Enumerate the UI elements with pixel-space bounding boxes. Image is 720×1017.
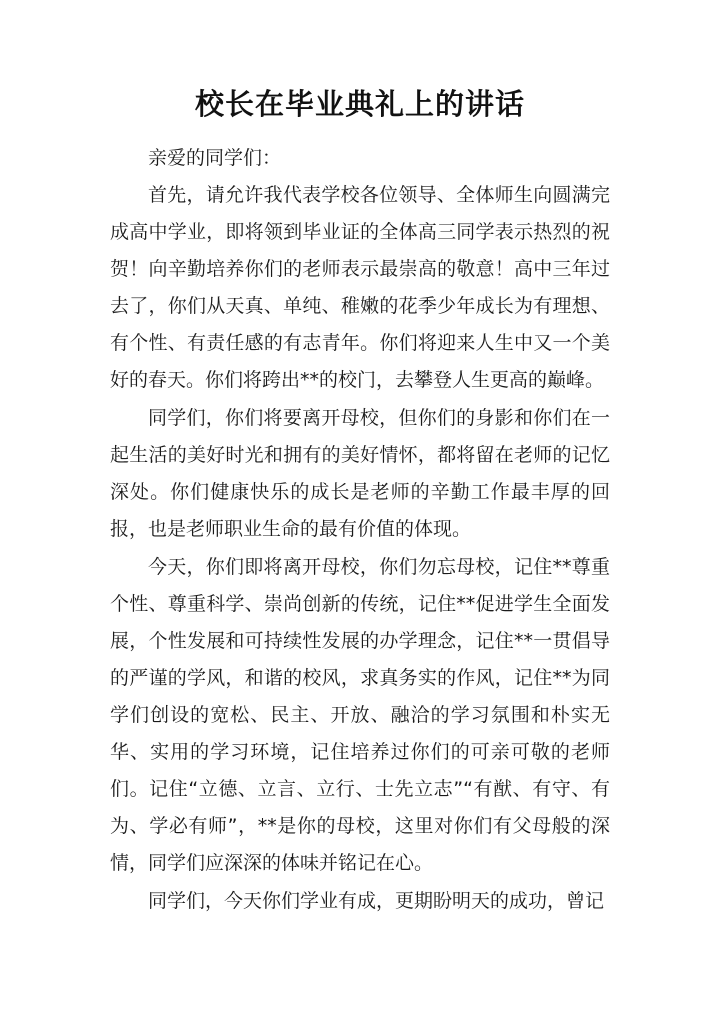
paragraph-4: 同学们，今天你们学业有成，更期盼明天的成功，曾记 (148, 890, 605, 912)
greeting-line: 亲爱的同学们： (148, 147, 282, 169)
paragraph-1: 首先，请允许我代表学校各位领导、全体师生向圆满完成高中学业，即将领到毕业证的全体高三同学表示热烈的祝贺！向辛勤培养你们的老师表示最崇高的敬意！高中三年过去了，你们从天真、单纯、稚嫩的花季少年成长为有理想、有个性、有责任感的有志青年。你们将迎来人生中又一个美好的春天。你们将跨出**的校门，去攀登人生更高的巅峰。 (110, 184, 610, 391)
document-body (110, 140, 610, 921)
paragraph-2: 同学们，你们将要离开母校，但你们的身影和你们在一起生活的美好时光和拥有的美好情怀，都将留在老师的记忆深处。你们健康快乐的成长是老师的辛勤工作最丰厚的回报，也是老师职业生命的最有价值的体现。 (110, 407, 610, 540)
paragraph-3: 今天，你们即将离开母校，你们勿忘母校，记住**尊重个性、尊重科学、崇尚创新的传统，记住**促进学生全面发展，个性发展和可持续性发展的办学理念，记住**一贯倡导的严谨的学风，和谐的校风，求真务实的作风，记住**为同学们创设的宽松、民主、开放、融洽的学习氛围和朴实无华、实用的学习环境，记住培养过你们的可亲可敬的老师们。记住“立德、立言、立行、士先立志”“有猷、有守、有为、学必有师”，**是你的母校，这里对你们有父母般的深情，同学们应深深的体味并铭记在心。 (110, 556, 610, 874)
document-title: 校长在毕业典礼上的讲话 (194, 87, 525, 121)
